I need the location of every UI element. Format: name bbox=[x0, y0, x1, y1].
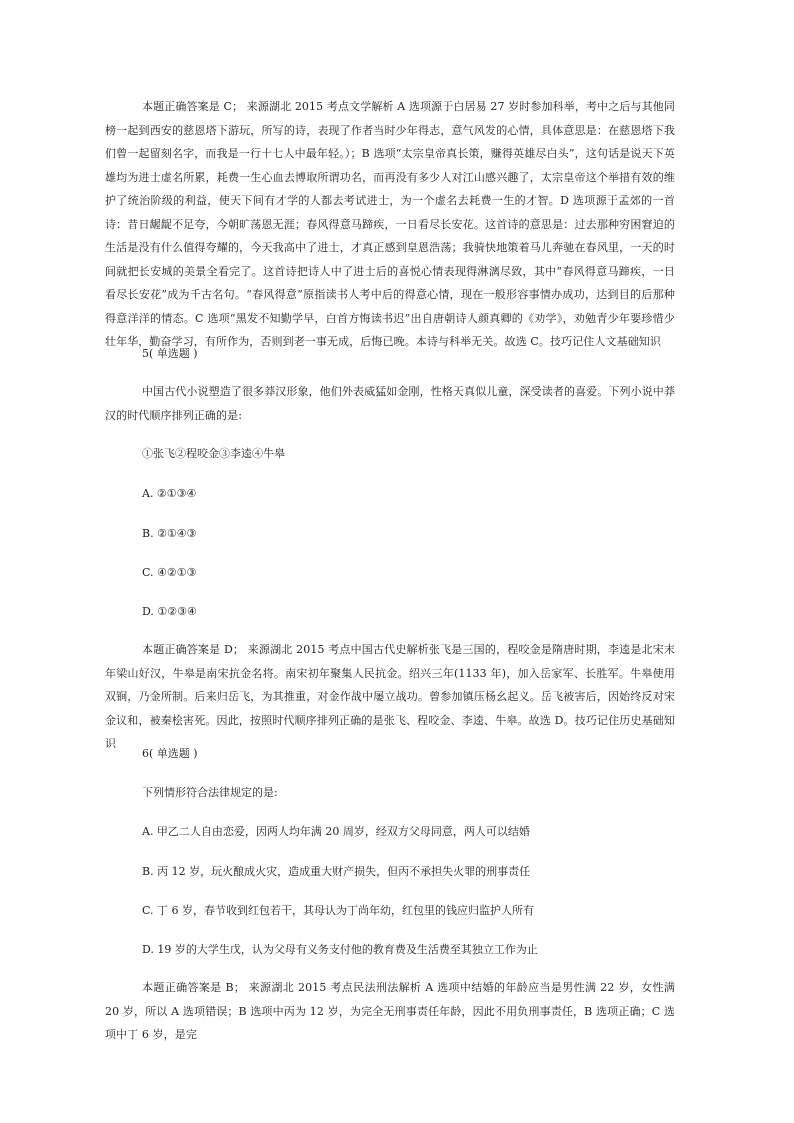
q5-items: ①张飞②程咬金③李逵④牛皋 bbox=[142, 447, 285, 460]
q5-option-a: A. ②①③④ bbox=[142, 487, 197, 500]
analysis-q4: 本题正确答案是 C； 来源湖北 2015 考点文学解析 A 选项源于白居易 27 岁时参加科举，考中之后与其他同榜一起到西安的慈恩塔下游玩，所写的诗，表现了作者当时少年得志，意气风发的心情，具体意思是：在慈恩塔下我们曾一起留刻名字，而我是一行十七人中最年轻。）；B 选项“太宗皇帝真长策，赚得英雄尽白头”，这句话是说天下英雄均为进士虚名所累，耗费一生心血去博取所谓功名，而再没有多少人对江山感兴趣了，太宗皇帝这个举措有效的维护了统治阶级的利益，使天下间有才学的人都去考试进士，为一个虚名去耗费一生的才智。D 选项源于孟郊的一首诗：昔日龌龊不足夸，今朝旷荡恩无涯；春风得意马蹄疾，一日看尽长安花。这首诗的意思是：过去那种穷困窘迫的生活是没有什么值得夸耀的，今天我高中了进士，才真正感到皇恩浩荡；我骑快地策着马儿奔驰在春风里，一天的时间就把长安城的美景全看完了。这首诗把诗人中了进士后的喜悦心情表现得淋漓尽致，其中“春风得意马蹄疾，一日看尽长安花”成为千古名句。“春风得意”原指读书人考中后的得意心情，现在一般形容事情办成功，达到目的后那种得意洋洋的情态。C 选项“黑发不知勤学早，白首方悔读书迟”出自唐朝诗人颜真卿的《劝学》，劝勉青少年要珍惜少壮年华，勤奋学习，有所作为，否则到老一事无成，后悔已晚。本诗与科举无关。故选 C。技巧记住人文基础知识 bbox=[105, 100, 675, 348]
q5-option-c: C. ④②①③ bbox=[142, 566, 197, 579]
q6-option-a: A. 甲乙二人自由恋爱，因两人均年满 20 周岁，经双方父母同意，两人可以结婚 bbox=[142, 825, 530, 838]
q6-stem: 下列情形符合法律规定的是: bbox=[142, 786, 278, 799]
q5-option-d: D. ①②③④ bbox=[142, 605, 197, 618]
q6-header: 6( 单选题 ) bbox=[142, 747, 198, 760]
q6-option-d: D. 19 岁的大学生戊，认为父母有义务支付他的教育费及生活费至其独立工作为止 bbox=[142, 943, 538, 956]
analysis-q5: 本题正确答案是 D； 来源湖北 2015 考点中国古代史解析张飞是三国的，程咬金是隋唐时期，李逵是北宋末年梁山好汉，牛皋是南宋抗金名将。南宋初年聚集人民抗金。绍兴三年(1133 年)，加入岳家军、长胜军。牛皋使用双锏，乃金所制。后来归岳飞，为其推重，对金作战中屡立战功。曾参加镇压杨幺起义。岳飞被害后，因始终反对宋金议和，被秦桧害死。因此，按照时代顺序排列正确的是张飞、程咬金、李逵、牛皋。故选 D。技巧记住历史基础知识 bbox=[105, 643, 675, 750]
q5-option-b: B. ②①④③ bbox=[142, 527, 197, 540]
q6-option-b: B. 丙 12 岁，玩火酿成火灾，造成重大财产损失，但丙不承担失火罪的刑事责任 bbox=[142, 865, 531, 878]
q5-stem: 中国古代小说塑造了很多莽汉形象，他们外表威猛如金刚，性格天真似儿童，深受读者的喜爱。下列小说中莽汉的时代顺序排列正确的是: bbox=[105, 385, 675, 422]
analysis-q6: 本题正确答案是 B； 来源湖北 2015 考点民法刑法解析 A 选项中结婚的年龄应当是男性满 22 岁，女性满 20 岁，所以 A 选项错误；B 选项中丙为 12 岁，为完全无刑事责任年龄，因此不用负刑事责任，B 选项正确；C 选项中丁 6 岁，是完 bbox=[105, 981, 675, 1041]
q5-header: 5( 单选题 ) bbox=[142, 347, 198, 360]
q6-option-c: C. 丁 6 岁，春节收到红包若干，其母认为丁尚年幼，红包里的钱应归监护人所有 bbox=[142, 904, 535, 917]
